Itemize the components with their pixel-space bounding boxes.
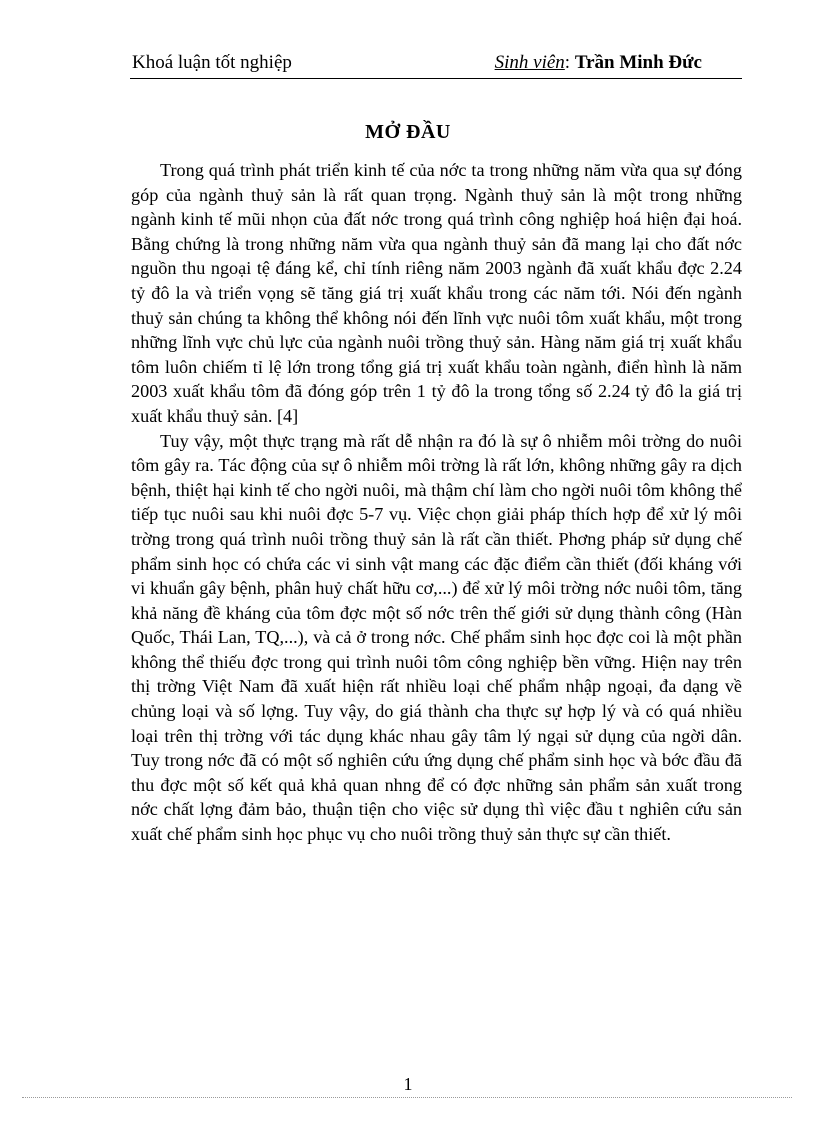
- paragraph-2: Tuy vậy, một thực trạng mà rất dễ nhận ra đó là sự ô nhiễm môi trờng do nuôi tôm gây ra. Tác động của sự ô nhiễm môi trờng là rất lớn, không những gây ra dịch bệnh, thiệt hại kinh tế cho ngời nuôi, mà thậm chí làm cho ngời nuôi tôm không thể tiếp tục nuôi sau khi nuôi đợc 5-7 vụ. Việc chọn giải pháp thích hợp để xử lý môi trờng trong quá trình nuôi trồng thuỷ sản là rất cần thiết. Phơng pháp sử dụng chế phẩm sinh học có chứa các vi sinh vật mang các đặc điểm cần thiết (đối kháng với vi khuẩn gây bệnh, phân huỷ chất hữu cơ,...) để xử lý môi trờng nớc nuôi tôm, tăng khả năng đề kháng của tôm đợc một số nớc trên thế giới sử dụng thành công (Hàn Quốc, Thái Lan, TQ,...), và cả ở trong nớc. Chế phẩm sinh học đợc coi là một phần không thể thiếu đợc trong qui trình nuôi tôm công nghiệp bền vững. Hiện nay trên thị trờng Việt Nam đã xuất hiện rất nhiều loại chế phẩm nhập ngoại, đa dạng về chủng loại và số lợng. Tuy vậy, do giá thành cha thực sự hợp lý và có quá nhiều loại trên thị trờng với tác dụng khác nhau gây tâm lý ngại sử dụng của ngời dân. Tuy trong nớc đã có một số nghiên cứu ứng dụng chế phẩm sinh học và bớc đầu đã thu đợc một số kết quả khả quan nhng để có đợc những sản phẩm sản xuất trong nớc chất lợng đảm bảo, thuận tiện cho việc sử dụng thì việc đầu t nghiên cứu sản xuất chế phẩm sinh học phục vụ cho nuôi trồng thuỷ sản thực sự cần thiết.: [131, 430, 742, 845]
- student-label: Sinh viên: [494, 52, 565, 73]
- header-thesis-label: Khoá luận tốt nghiệp: [132, 52, 292, 73]
- header-student: [495, 52, 702, 74]
- body-content: [131, 158, 742, 847]
- student-separator: :: [564, 52, 575, 73]
- page-bottom-divider: [22, 1097, 792, 1098]
- paragraph-1: Trong quá trình phát triển kinh tế của nớc ta trong những năm vừa qua sự đóng góp của ngành thuỷ sản là rất quan trọng. Ngành thuỷ sản là một trong những ngành kinh tế mũi nhọn của đất nớc trong quá trình công nghiệp hoá hiện đại hoá. Bằng chứng là trong những năm vừa qua ngành thuỷ sản đã mang lại cho đất nớc nguồn thu ngoại tệ đáng kể, chỉ tính riêng năm 2003 ngành đã xuất khẩu đợc 2.24 tỷ đô la và triển vọng sẽ tăng giá trị xuất khẩu trong các năm tới. Nói đến ngành thuỷ sản chúng ta không thể không nói đến lĩnh vực nuôi tôm xuất khẩu, một trong những lĩnh vực chủ lực của ngành nuôi trồng thuỷ sản. Hàng năm giá trị xuất khẩu tôm luôn chiếm tỉ lệ lớn trong tổng giá trị xuất khẩu toàn ngành, điển hình là năm 2003 xuất khẩu tôm đã đóng góp trên 1 tỷ đô la trong tổng số 2.24 tỷ đô la giá trị xuất khẩu thuỷ sản. [4]: [131, 160, 742, 426]
- section-title: MỞ ĐẦU: [365, 121, 451, 143]
- student-name: Trần Minh Đức: [574, 52, 702, 73]
- page-header: [130, 50, 742, 79]
- page-number: 1: [403, 1074, 413, 1094]
